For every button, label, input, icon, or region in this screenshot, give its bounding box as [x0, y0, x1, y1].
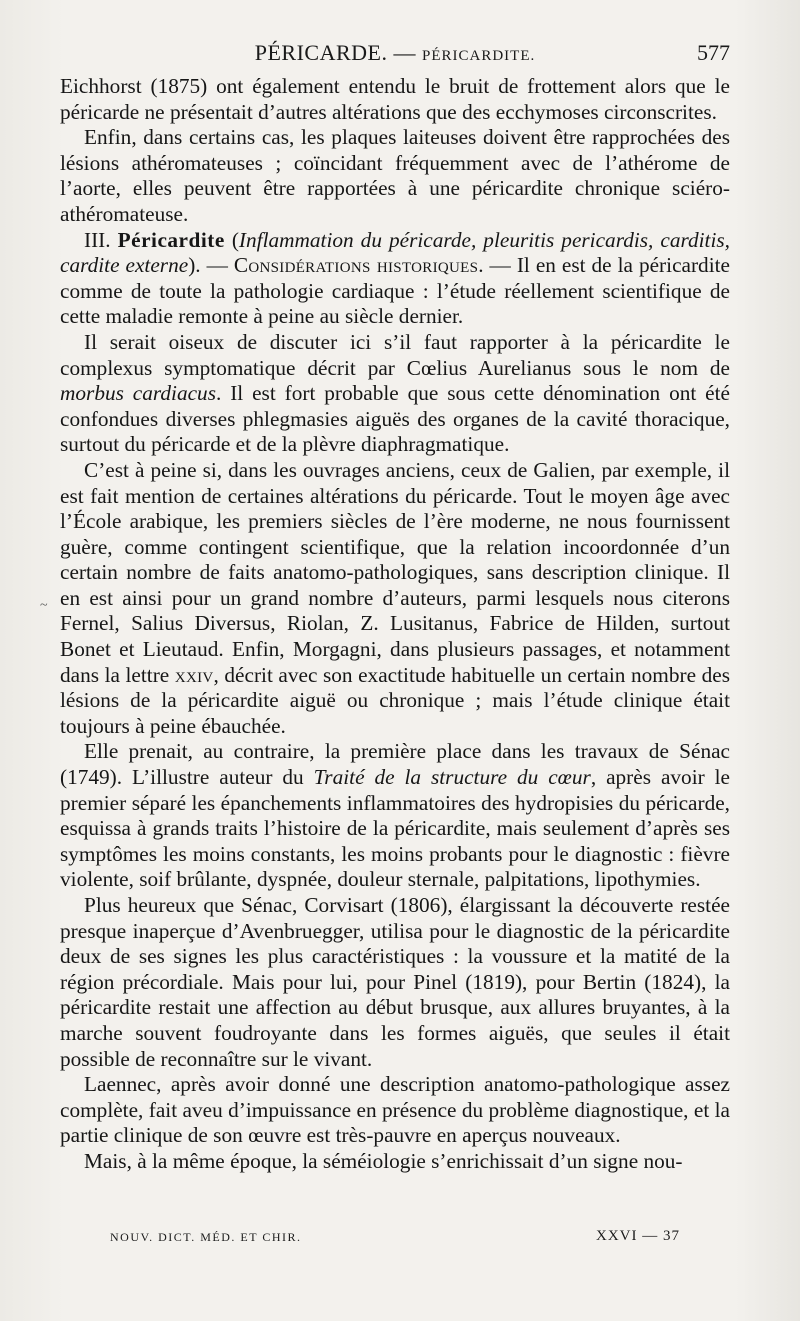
text-run: Elle prenait, au contraire, la première place dans les travaux de Sénac (1749). L’illustre auteur du [60, 739, 730, 790]
paragraph [60, 125, 730, 227]
text-run: Mais, à la même époque, la séméiologie s’enrichissait d’un signe nou- [84, 1148, 683, 1173]
text-run: Plus heureux que Sénac, Corvisart (1806), élargissant la découverte restée presque inaperçue d’Avenbruegger, utilisa pour le diagnostic de la péricardite deux de ses signes les plus caractéristiques : la voussure et la matité de la région précordiale. Mais pour lui, pour Pinel (1819), pour Bertin (1824), la péricardite restait une affection au début brusque, aux allures bruyantes, à la marche souvent foudroyante dans les formes aiguës, que seules il était possible de reconnaître sur le vivant. [60, 893, 730, 1071]
text-run: ( [224, 227, 239, 252]
margin-mark: ~ [40, 598, 48, 613]
footer-signature: NOUV. DICT. MÉD. ET CHIR. [110, 1230, 302, 1244]
text-run: Il serait oiseux de discuter ici s’il faut rapporter à la péricardite le complexus symptomatique décrit par Cœlius Aurelianus sous le nom de [60, 329, 730, 380]
text-run: , décrit avec son exactitude habituelle un certain nombre des lésions de la péricardite aiguë ou chronique ; mais l’étude clinique était toujours à peine ébauchée. [60, 662, 730, 738]
running-head-sub: PÉRICARDITE. [422, 48, 536, 64]
text-run: Laennec, après avoir donné une description anatomo-pathologique assez complète, fait aveu d’impuissance en présence du problème diagnostique, et la partie clinique de son œuvre est très-pauvre en aperçus nouveaux. [60, 1072, 730, 1148]
italic-text-run: morbus cardiacus [60, 381, 216, 406]
text-run: ). — [188, 253, 234, 278]
text-run: C’est à peine si, dans les ouvrages anciens, ceux de Galien, par exemple, il est fait mention de certaines altérations du péricarde. Tout le moyen âge avec l’École arabique, les premiers siècles de l’ère moderne, ne nous fournissent guère, comme contingent scientifique, que la relation incoordonnée d’un certain nombre de faits anatomo-pathologiques, sans description clinique. Il en est ainsi pour un grand nombre d’auteurs, parmi lesquels nous citerons Fernel, Salius Diversus, Riolan, Z. Lusitanus, Fabrice de Hilden, surtout Bonet et Lieutaud. Enfin, Morgagni, dans plusieurs passages, et notamment dans la lettre [60, 457, 730, 687]
paragraph [60, 893, 730, 1072]
bold-text-run: Péricardite [117, 227, 225, 252]
paragraph [60, 1072, 730, 1149]
italic-text-run: Inflammation du péricarde, pleuritis pericardis, carditis, cardite externe [60, 227, 730, 278]
footer-volume-sheet: XXVI — 37 [596, 1228, 680, 1244]
smallcaps-text-run: Considérations historiques [233, 253, 479, 278]
paragraph [60, 458, 730, 740]
paragraph [60, 739, 730, 893]
text-run: III. [84, 227, 118, 252]
text-run: Eichhorst (1875) ont également entendu le bruit de frottement alors que le péricarde ne présentait d’autres altérations que des ecchymoses circonscrites. [60, 74, 730, 124]
page-footer [100, 1228, 680, 1248]
text-run: . — Il en est de la péricardite comme de toute la pathologie cardiaque : l’étude réellement scientifique de cette maladie remonte à peine au siècle dernier. [60, 253, 730, 329]
paragraph [60, 330, 730, 458]
text-run: . Il est fort probable que sous cette dénomination ont été confondues diverses phlegmasies aiguës des organes de la cavité thoracique, surtout du péricarde et de la plèvre diaphragmatique. [60, 381, 730, 457]
text-run: Enfin, dans certains cas, les plaques laiteuses doivent être rapprochées des lésions athéromateuses ; coïncidant fréquemment avec de l’athérome de l’aorte, elles peuvent être rapportées à une péricardite chronique sciéro-athéromateuse. [60, 125, 730, 226]
text-run: , après avoir le premier séparé les épanchements inflammatoires des hydropisies du péricarde, esquissa à grands traits l’histoire de la péricardite, mais seulement d’après ses symptômes les moins constants, les moins probants pour le diagnostic : fièvre violente, soif brûlante, dyspnée, douleur sternale, palpitations, lipothymies. [60, 765, 730, 892]
smallcaps-text-run: xxiv [174, 662, 214, 687]
running-head-main: PÉRICARDE. — [254, 40, 422, 65]
paragraph [60, 228, 730, 330]
paragraph [60, 74, 730, 125]
running-head [60, 40, 730, 66]
italic-text-run: Traité de la structure du cœur [313, 765, 591, 790]
body-text [60, 74, 730, 1175]
page-number: 577 [697, 40, 730, 65]
page-header [60, 40, 730, 70]
paragraph [60, 1149, 730, 1175]
